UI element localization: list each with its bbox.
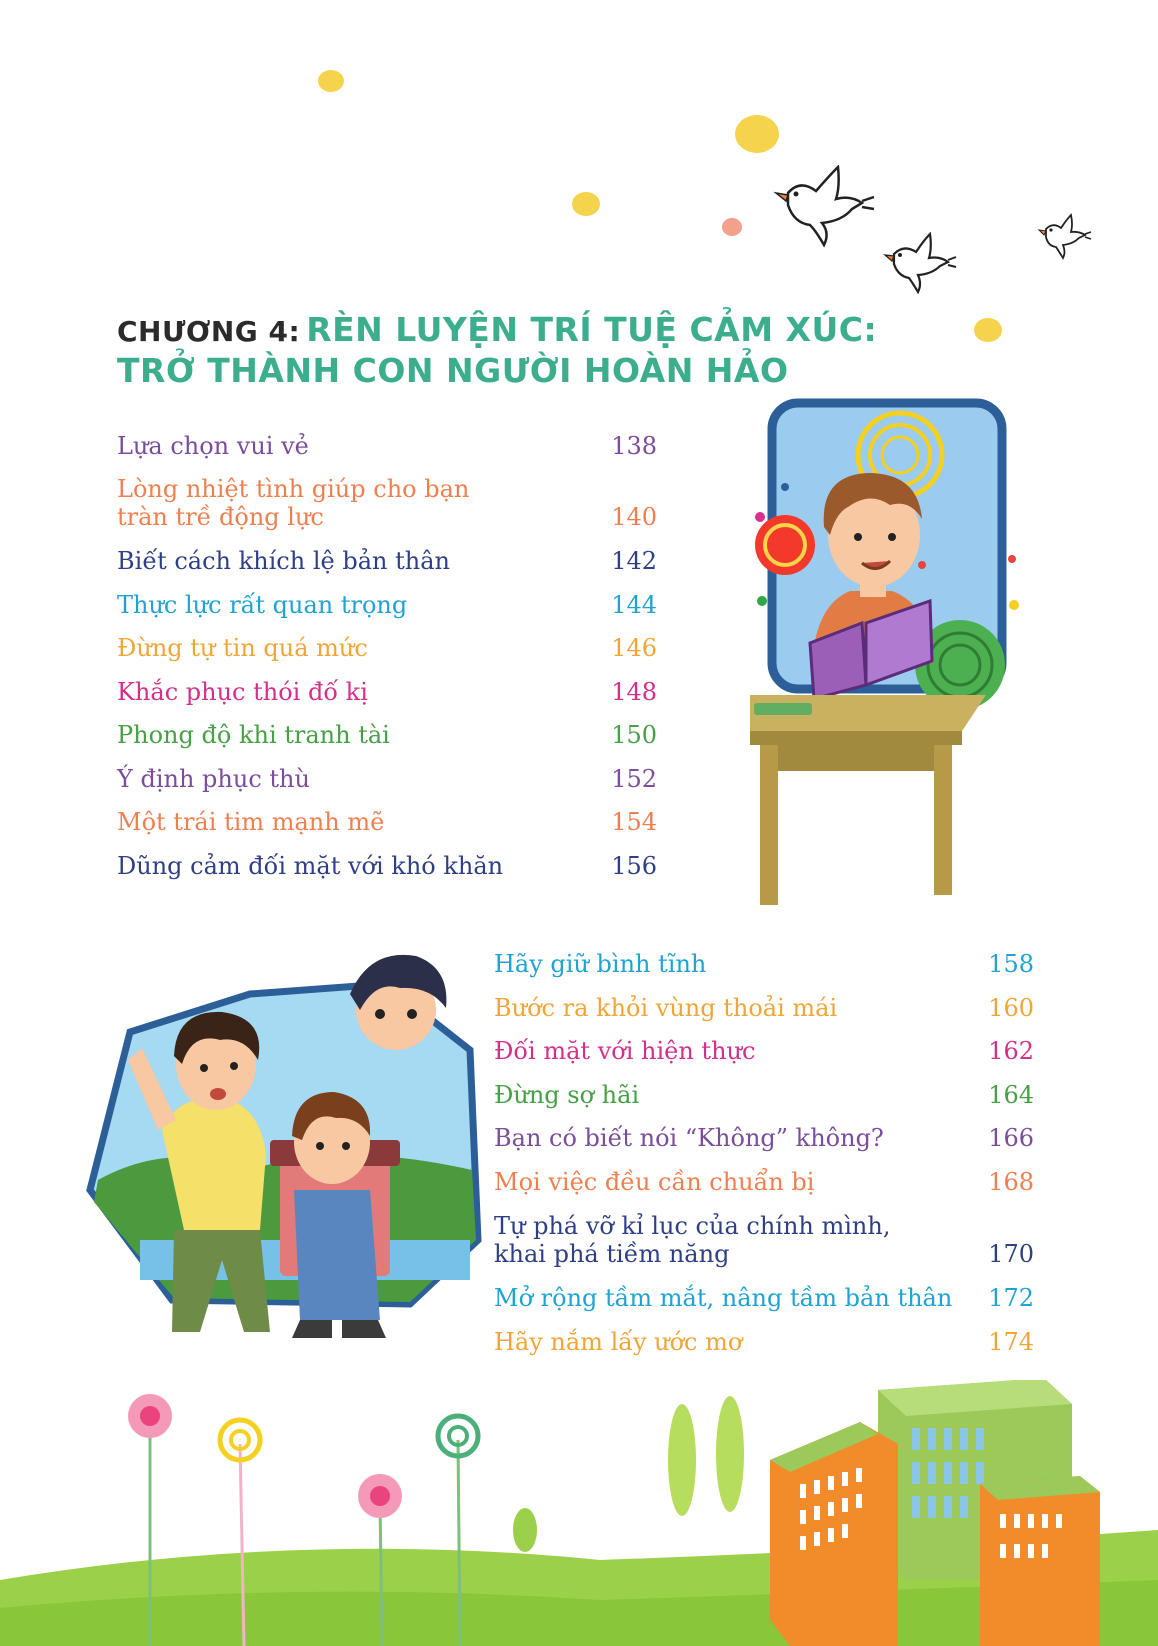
- toc-entry-title: Bước ra khỏi vùng thoải mái: [494, 994, 838, 1022]
- bottom-scenery-illustration: [0, 1380, 1158, 1646]
- toc-entry-title: Khắc phục thói đố kị: [117, 678, 368, 706]
- toc-entry-page: 150: [611, 721, 657, 749]
- toc-entry-title: [494, 1212, 890, 1268]
- toc-entry-page: 158: [988, 950, 1034, 978]
- toc-entry-page: 156: [611, 852, 657, 880]
- toc-entry[interactable]: [117, 589, 657, 619]
- toc-entry[interactable]: [494, 1166, 1034, 1196]
- toc-entry[interactable]: [494, 1326, 1034, 1356]
- chapter-title-line2: TRỞ THÀNH CON NGƯỜI HOÀN HẢO: [117, 351, 789, 390]
- toc-entry-page: 140: [611, 503, 657, 531]
- chapter-title-line1: RÈN LUYỆN TRÍ TUỆ CẢM XÚC:: [306, 310, 878, 349]
- toc-entry[interactable]: [117, 806, 657, 836]
- chapter-prefix: CHƯƠNG 4:: [117, 315, 301, 348]
- toc-entry-page: 148: [611, 678, 657, 706]
- toc-entry-title: Hãy giữ bình tĩnh: [494, 950, 707, 978]
- toc-entry[interactable]: [117, 430, 657, 460]
- toc-entry-page: 164: [988, 1081, 1034, 1109]
- toc-entry-title: Hãy nắm lấy ước mơ: [494, 1328, 743, 1356]
- toc-entry-page: 174: [988, 1328, 1034, 1356]
- toc-entry-page: 168: [988, 1168, 1034, 1196]
- toc-entry-title: Đừng tự tin quá mức: [117, 634, 368, 662]
- toc-entry[interactable]: [117, 676, 657, 706]
- toc-entry-title-line: khai phá tiềm năng: [494, 1240, 730, 1268]
- toc-entry-title-line: tràn trề động lực: [117, 503, 324, 531]
- toc-entry-title: Bạn có biết nói “Không” không?: [494, 1124, 884, 1152]
- boy-reading-illustration: [750, 395, 1030, 915]
- toc-entry[interactable]: [117, 545, 657, 575]
- toc-entry[interactable]: [494, 1122, 1034, 1152]
- toc-entry-title: Mở rộng tầm mắt, nâng tầm bản thân: [494, 1284, 953, 1312]
- toc-entry[interactable]: [117, 850, 657, 880]
- toc-entry[interactable]: [117, 719, 657, 749]
- toc-entry-title: Phong độ khi tranh tài: [117, 721, 390, 749]
- decor-dot: [572, 192, 600, 216]
- toc-entry[interactable]: [494, 1035, 1034, 1065]
- toc-entry-page: 170: [988, 1240, 1034, 1268]
- bird-illustration: [770, 165, 880, 255]
- toc-entry-page: 166: [988, 1124, 1034, 1152]
- toc-entry-title: Thực lực rất quan trọng: [117, 591, 408, 619]
- toc-entry[interactable]: [494, 1210, 1034, 1268]
- toc-entry-title: Đối mặt với hiện thực: [494, 1037, 756, 1065]
- toc-entry[interactable]: [117, 473, 657, 531]
- decor-dot: [318, 70, 344, 92]
- three-boys-illustration: [80, 940, 490, 1360]
- toc-entry-page: 144: [611, 591, 657, 619]
- bird-illustration: [1036, 213, 1092, 261]
- toc-entry-title: Ý định phục thù: [117, 765, 310, 793]
- decor-dot: [722, 218, 742, 236]
- toc-entry-title: Biết cách khích lệ bản thân: [117, 547, 450, 575]
- toc-entry-page: 162: [988, 1037, 1034, 1065]
- toc-entry-page: 146: [611, 634, 657, 662]
- bird-illustration: [882, 232, 958, 296]
- decor-dot: [974, 318, 1002, 342]
- toc-entry[interactable]: [117, 632, 657, 662]
- decor-dot: [735, 115, 779, 153]
- toc-entry-page: 138: [611, 432, 657, 460]
- toc-entry-title: Mọi việc đều cần chuẩn bị: [494, 1168, 815, 1196]
- chapter-heading: [117, 310, 877, 390]
- toc-entry-page: 172: [988, 1284, 1034, 1312]
- toc-entry-title: [117, 475, 469, 531]
- toc-entry[interactable]: [494, 992, 1034, 1022]
- toc-entry-page: 142: [611, 547, 657, 575]
- toc-entry-title: Lựa chọn vui vẻ: [117, 432, 309, 460]
- toc-entry-page: 152: [611, 765, 657, 793]
- toc-entry[interactable]: [494, 948, 1034, 978]
- toc-entry-title: Đừng sợ hãi: [494, 1081, 640, 1109]
- toc-entry-title: Một trái tim mạnh mẽ: [117, 808, 385, 836]
- toc-entry[interactable]: [494, 1282, 1034, 1312]
- toc-entry-title: Dũng cảm đối mặt với khó khăn: [117, 852, 504, 880]
- toc-entry-page: 160: [988, 994, 1034, 1022]
- toc-entry[interactable]: [117, 763, 657, 793]
- toc-entry-title-line: Lòng nhiệt tình giúp cho bạn: [117, 475, 470, 503]
- toc-entry-title-line: Tự phá vỡ kỉ lục của chính mình,: [494, 1212, 891, 1240]
- toc-entry[interactable]: [494, 1079, 1034, 1109]
- toc-entry-page: 154: [611, 808, 657, 836]
